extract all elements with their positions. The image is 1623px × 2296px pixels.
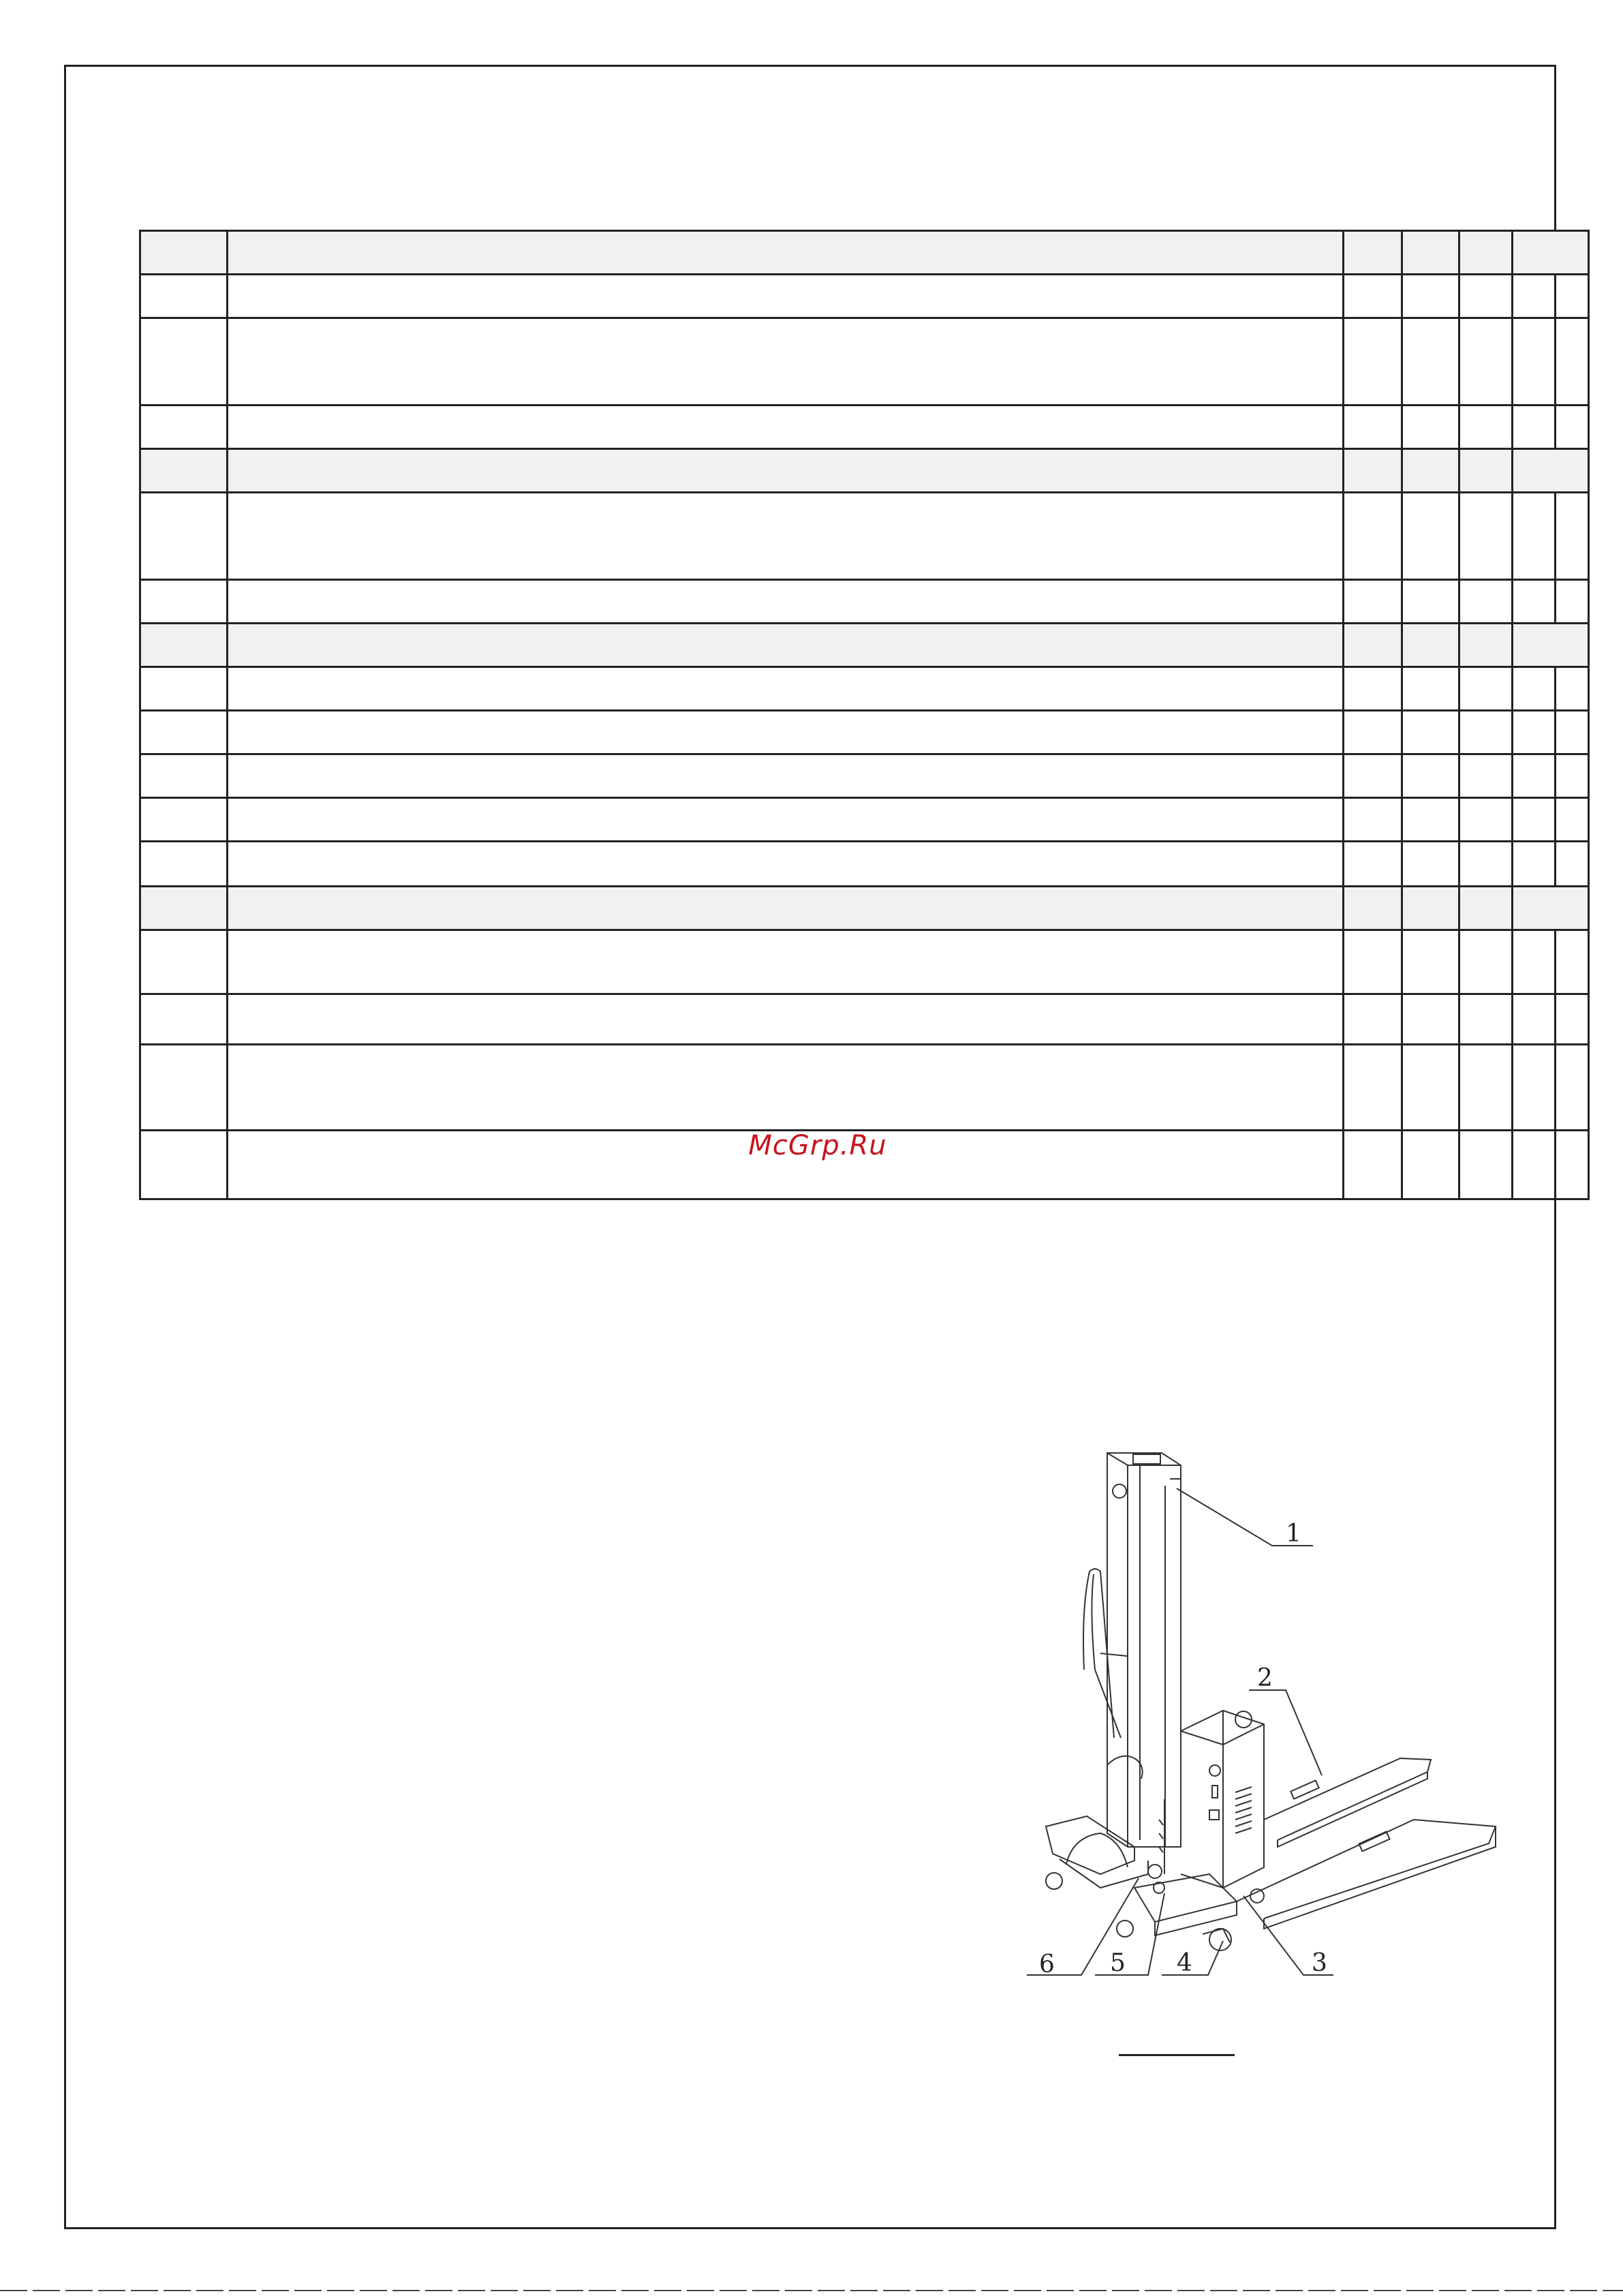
table-row: [140, 405, 1589, 449]
table-row: [140, 994, 1589, 1045]
forks: [1237, 1758, 1496, 1929]
figure-caption-underline: [1119, 2054, 1235, 2056]
callout-4: 4: [1177, 1949, 1192, 1977]
table-row: [140, 798, 1589, 842]
table-section-row: [140, 449, 1589, 493]
header-cell: [1513, 231, 1589, 275]
table-row: [140, 1045, 1589, 1131]
table-header-row: [140, 231, 1589, 275]
watermark-text: McGrp.Ru: [748, 1130, 887, 1161]
callout-1: 1: [1286, 1520, 1301, 1548]
page-bottom-edge: [0, 2290, 1623, 2291]
mast: [1107, 1453, 1181, 1847]
table-row: [140, 275, 1589, 318]
header-cell: [228, 231, 1344, 275]
table-row: [140, 667, 1589, 711]
table-row: [140, 754, 1589, 798]
header-cell: [1344, 231, 1402, 275]
table-section-row: [140, 887, 1589, 930]
callout-6: 6: [1039, 1950, 1055, 1978]
header-cell: [140, 231, 228, 275]
header-cell: [1402, 231, 1459, 275]
callout-3: 3: [1312, 1949, 1327, 1977]
callout-5: 5: [1110, 1949, 1126, 1977]
header-cell: [1459, 231, 1513, 275]
table-row: [140, 493, 1589, 580]
table-row: [140, 842, 1589, 887]
callout-labels: [1039, 1520, 1327, 1978]
maintenance-table: [139, 230, 1590, 1200]
pallet-stacker-drawing: [1019, 1438, 1509, 2065]
control-box: [1181, 1711, 1264, 1888]
table-row: [140, 930, 1589, 994]
table-row: [140, 711, 1589, 754]
handle: [1083, 1569, 1143, 1779]
table-section-row: [140, 624, 1589, 667]
table-row: [140, 318, 1589, 405]
callout-2: 2: [1257, 1664, 1273, 1692]
table-row: [140, 580, 1589, 624]
base-frame: [1046, 1816, 1237, 1937]
